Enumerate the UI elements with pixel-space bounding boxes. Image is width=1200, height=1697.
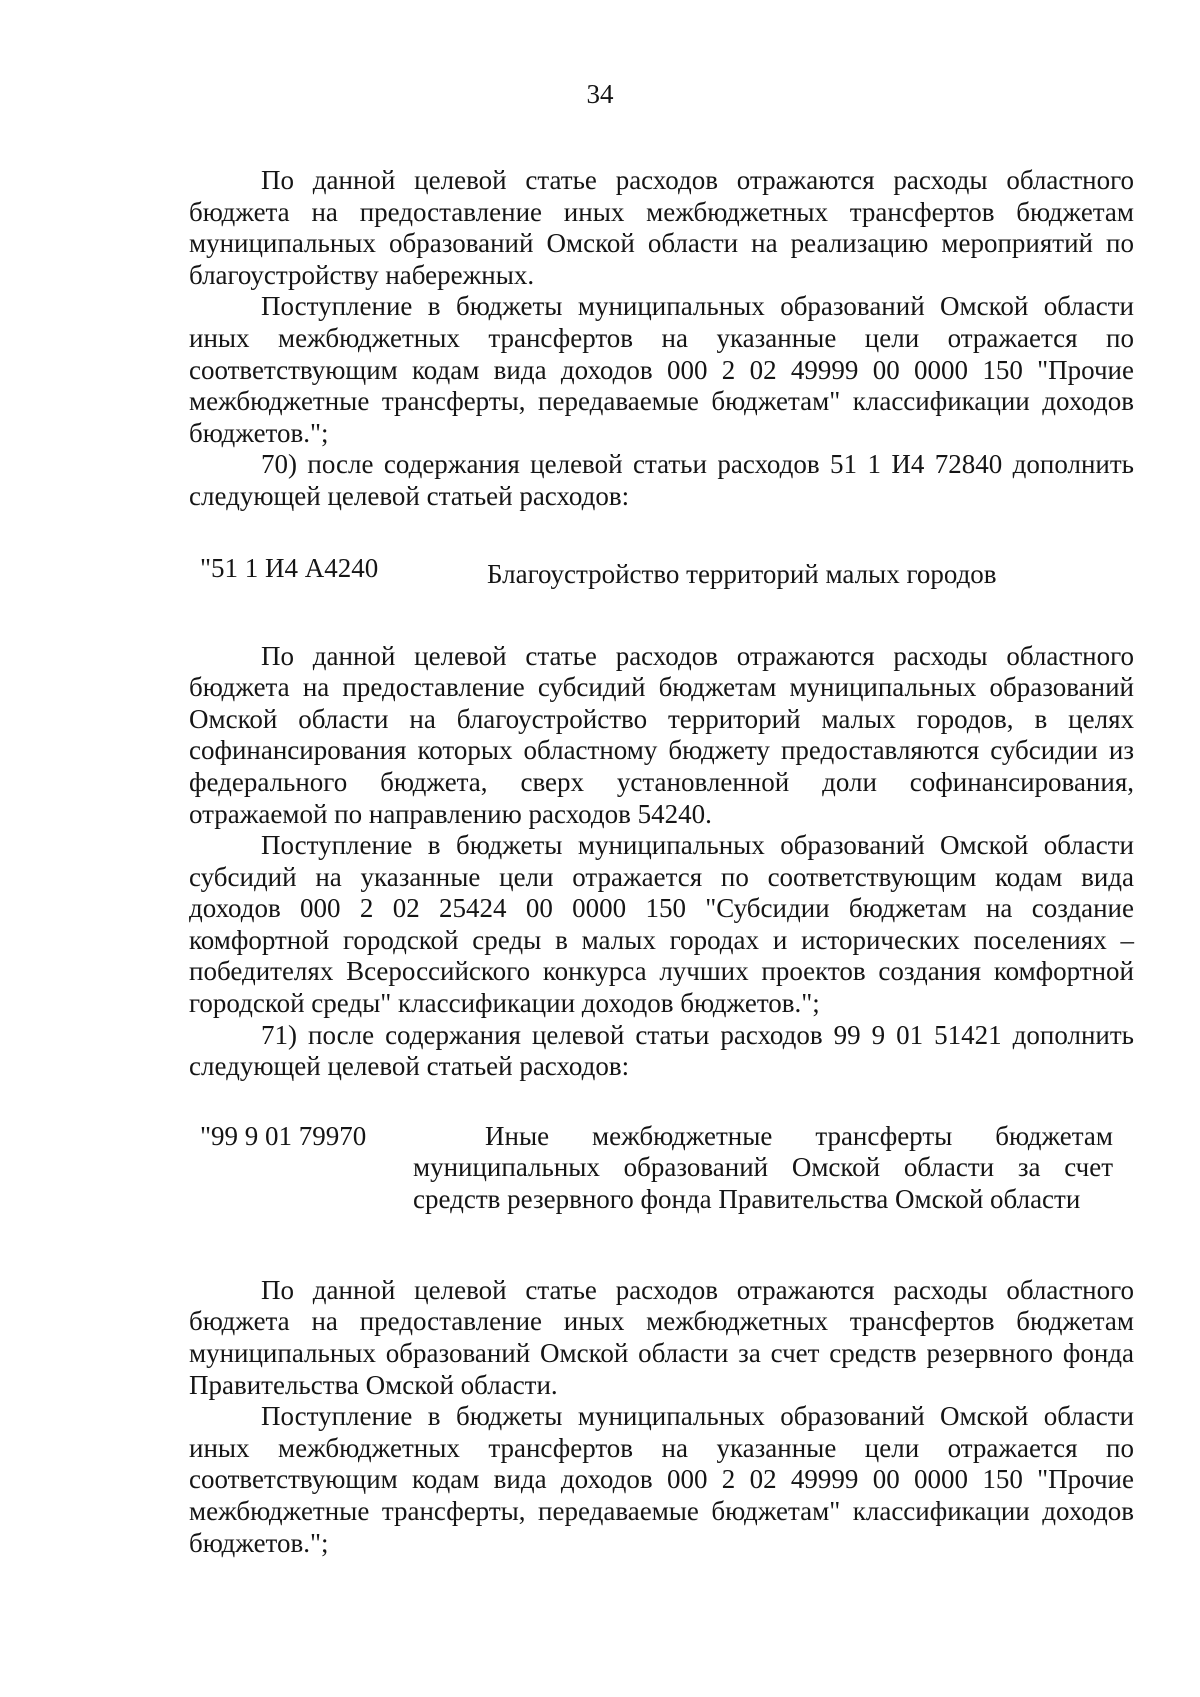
- budget-article-entry: [189, 553, 1134, 609]
- budget-article-code: "99 9 01 79970: [200, 1120, 367, 1151]
- budget-article-name: Благоустройство территорий малых городов: [487, 558, 997, 589]
- paragraph: По данной целевой статье расходов отражаются расходы областного бюджета на предоставление субсидий бюджетам муниципальных образований Омской области на благоустройство территорий малых городов, в целях софинансирования которых областному бюджету предоставляются субсидии из федерального бюджета, сверх установленной доли софинансирования, отражаемой по направлению расходов 54240.: [189, 640, 1134, 829]
- budget-article-code: "51 1 И4 А4240: [200, 552, 379, 583]
- budget-article-name: Иные межбюджетные трансферты бюджетам муниципальных образований Омской области за счет средств резервного фонда Правительства Омской области: [413, 1120, 1113, 1215]
- document-body: [189, 165, 1134, 1559]
- paragraph: 70) после содержания целевой статьи расходов 51 1 И4 72840 дополнить следующей целевой статьей расходов:: [189, 449, 1134, 511]
- paragraph: По данной целевой статье расходов отражаются расходы областного бюджета на предоставление иных межбюджетных трансфертов бюджетам муниципальных образований Омской области на реализацию мероприятий по благоустройству набережных.: [189, 165, 1134, 290]
- paragraph: Поступление в бюджеты муниципальных образований Омской области иных межбюджетных трансфертов на указанные цели отражается по соответствующим кодам вида доходов 000 2 02 49999 00 0000 150 "Прочие межбюджетные трансферты, передаваемые бюджетам" классификации доходов бюджетов.";: [189, 291, 1134, 448]
- page-number: 34: [586, 79, 614, 109]
- paragraph: Поступление в бюджеты муниципальных образований Омской области иных межбюджетных трансфертов на указанные цели отражается по соответствующим кодам вида доходов 000 2 02 49999 00 0000 150 "Прочие межбюджетные трансферты, передаваемые бюджетам" классификации доходов бюджетов.";: [189, 1401, 1134, 1558]
- budget-article-entry: [189, 1121, 1134, 1225]
- paragraph: 71) после содержания целевой статьи расходов 99 9 01 51421 дополнить следующей целевой статьей расходов:: [189, 1019, 1134, 1082]
- paragraph: Поступление в бюджеты муниципальных образований Омской области субсидий на указанные цели отражается по соответствующим кодам вида доходов 000 2 02 25424 00 0000 150 "Субсидии бюджетам на создание комфортной городской среды в малых городах и исторических поселениях – победителях Всероссийского конкурса лучших проектов создания комфортной городской среды" классификации доходов бюджетов.";: [189, 830, 1134, 1019]
- paragraph: По данной целевой статье расходов отражаются расходы областного бюджета на предоставление иных межбюджетных трансфертов бюджетам муниципальных образований Омской области за счет средств резервного фонда Правительства Омской области.: [189, 1274, 1134, 1400]
